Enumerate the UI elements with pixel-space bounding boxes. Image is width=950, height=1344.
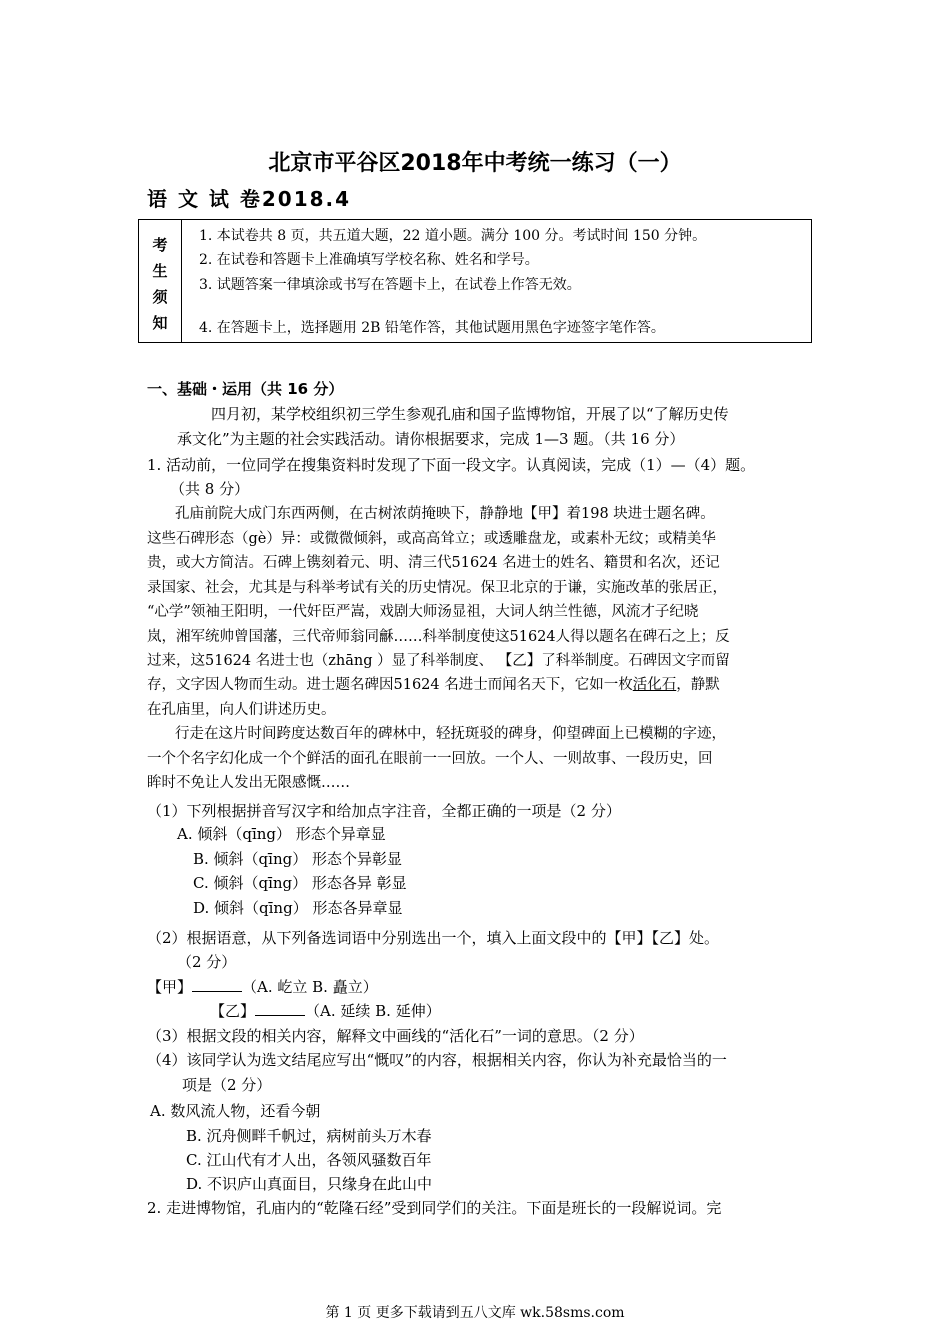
jia-label: 【甲】 — [147, 978, 193, 996]
option-c: C. 倾斜（qīng） 形态各异 彰显 — [193, 874, 407, 892]
passage-line: 一个个名字幻化成一个个鲜活的面孔在眼前一一回放。一个人、一则故事、一段历史，回 — [147, 751, 713, 767]
question-1: 1. 活动前，一位同学在搜集资料时发现了下面一段文字。认真阅读，完成（1）—（4）题。 — [147, 456, 756, 474]
passage-line: 录国家、社会，尤其是与科举考试有关的历史情况。保卫北京的于谦，实施改革的张居正， — [147, 580, 727, 596]
intro-text: 四月初，某学校组织初三学生参观孔庙和国子监博物馆，开展了以“了解历史传 — [211, 405, 729, 423]
notice-item: 3. 试题答案一律填涂或书写在答题卡上，在试卷上作答无效。 — [199, 277, 581, 293]
notice-heading-char: 考 — [152, 236, 168, 254]
question-2: 2. 走进博物馆，孔庙内的“乾隆石经”受到同学们的关注。下面是班长的一段解说词。完 — [147, 1199, 722, 1217]
jia-options: （A. 屹立 B. 矗立） — [242, 978, 378, 996]
passage-line: 岚，湘军统帅曾国藩，三代帝师翁同龢……科举制度使这51624人得以题名在碑石之上；反 — [147, 629, 730, 645]
page-title: 北京市平谷区2018年中考统一练习（一） — [268, 151, 682, 176]
page-footer: 第 1 页 更多下载请到五八文库 wk.58sms.com — [325, 1305, 625, 1321]
passage-text: ，静默 — [676, 677, 720, 693]
question-1: （共 8 分） — [170, 480, 250, 498]
sub-question-4: （4）该同学认为选文结尾应写出“慨叹”的内容，根据相关内容，你认为补充最恰当的一 — [147, 1051, 727, 1069]
passage-line: 在孔庙里，向人们讲述历史。 — [147, 702, 336, 718]
answer-blank[interactable] — [255, 1001, 305, 1016]
passage-line: 贵，或大方简洁。石碑上镌刻着元、明、清三代51624 名进士的姓名、籍贯和名次，还记 — [147, 555, 720, 571]
notice-item: 2. 在试卷和答题卡上准确填写学校名称、姓名和学号。 — [199, 252, 539, 268]
passage-line: 眸时不免让人发出无限感慨…… — [147, 775, 350, 791]
page-subtitle: 语 文 试 卷2018.4 — [147, 187, 352, 211]
sub-question-1: （1）下列根据拼音写汉字和给加点字注音，全都正确的一项是（2 分） — [147, 802, 621, 820]
passage-line: “心学”领袖王阳明，一代奸臣严嵩，戏剧大师汤显祖，大词人纳兰性德，风流才子纪晓 — [147, 604, 699, 620]
section-heading: 一、基础・运用（共 16 分） — [147, 380, 344, 398]
passage-line: 这些石碑形态（gè）异：或微微倾斜，或高高耸立；或透雕盘龙，或素朴无纹；或精美华 — [147, 531, 716, 547]
yi-label: 【乙】 — [210, 1002, 256, 1020]
yi-options: （A. 延续 B. 延伸） — [305, 1002, 441, 1020]
answer-jia — [147, 976, 378, 997]
notice-heading — [139, 220, 182, 342]
option-c: C. 江山代有才人出，各领风骚数百年 — [186, 1151, 432, 1169]
passage-text: 存，文字因人物而生动。进士题名碑因51624 名进士而闻名天下，它如一枚 — [147, 677, 633, 693]
option-d: D. 不识庐山真面目，只缘身在此山中 — [186, 1175, 433, 1193]
passage-line: 孔庙前院大成门东西两侧，在古树浓荫掩映下，静静地【甲】着198 块进士题名碑。 — [175, 506, 715, 522]
passage-line: 行走在这片时间跨度达数百年的碑林中，轻抚斑驳的碑身，仰望碑面上已模糊的字迹， — [175, 726, 726, 742]
notice-item: 4. 在答题卡上，选择题用 2B 铅笔作答，其他试题用黑色字迹签字笔作答。 — [199, 320, 665, 336]
option-d: D. 倾斜（qīng） 形态各异章显 — [193, 899, 403, 917]
option-b: B. 倾斜（qīng） 形态个异彰显 — [193, 850, 402, 868]
sub-question-3: （3）根据文段的相关内容，解释文中画线的“活化石”一词的意思。（2 分） — [147, 1027, 644, 1045]
option-a: A. 数风流人物，还看今朝 — [150, 1102, 321, 1120]
notice-item: 1. 本试卷共 8 页，共五道大题，22 道小题。满分 100 分。考试时间 150 分钟。 — [199, 228, 707, 244]
sub-question-4: 项是（2 分） — [182, 1076, 272, 1094]
intro-text: 承文化”为主题的社会实践活动。请你根据要求，完成 1—3 题。（共 16 分） — [177, 430, 685, 448]
sub-question-2: （2）根据语意，从下列备选词语中分别选出一个，填入上面文段中的【甲】【乙】处。 — [147, 929, 720, 947]
option-b: B. 沉舟侧畔千帆过，病树前头万木春 — [186, 1127, 432, 1145]
passage-line — [147, 673, 720, 694]
answer-yi — [210, 1000, 441, 1021]
notice-heading-char: 知 — [152, 314, 168, 332]
notice-heading-char: 生 — [152, 262, 168, 280]
option-a: A. 倾斜（qīng） 形态个异章显 — [177, 825, 386, 843]
notice-heading-char: 须 — [152, 288, 168, 306]
underlined-term: 活化石 — [632, 677, 677, 693]
exam-notice-table — [138, 219, 812, 343]
sub-question-2: （2 分） — [177, 953, 237, 971]
answer-blank[interactable] — [192, 977, 242, 992]
passage-line: 过来，这51624 名进士也（zhāng ）显了科举制度、 【乙】了科举制度。石碑因文字而留 — [147, 653, 730, 669]
